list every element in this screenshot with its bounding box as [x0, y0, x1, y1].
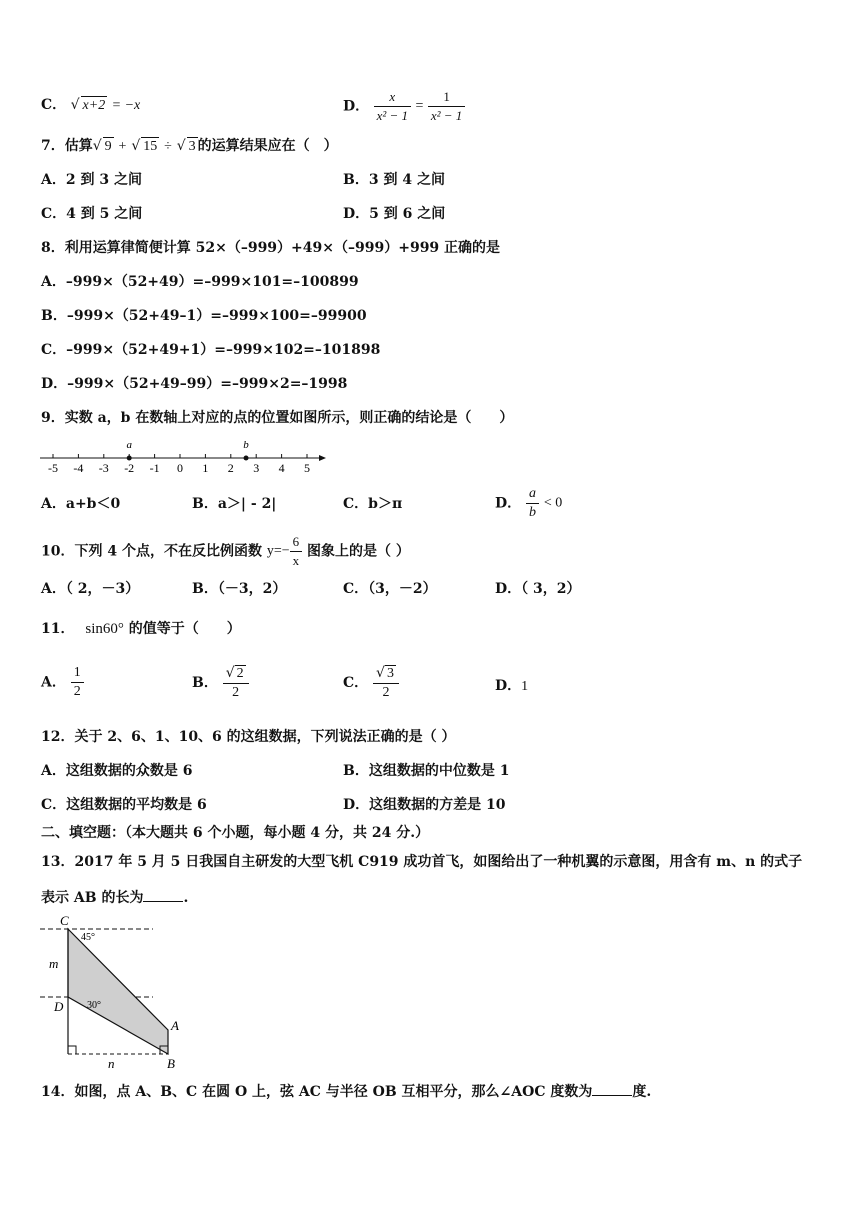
label-B: B — [167, 1056, 175, 1071]
question-13-line2: 表示 AB 的长为 . — [41, 887, 188, 907]
radicand: x+2 — [82, 98, 106, 113]
q12-option-b: B．这组数据的中位数是 1 — [343, 763, 510, 779]
axis-tick-label: 3 — [253, 461, 260, 475]
axis-tick-label: 5 — [304, 461, 310, 475]
q9-option-d: D． $\frac{a}{b}$ < 0 — [495, 486, 563, 520]
point-a-label: a — [126, 439, 132, 451]
q10-option-c: C．（3，－2） — [343, 581, 437, 597]
rhs-expression: = −x — [111, 98, 141, 113]
label-A: A — [171, 1018, 179, 1033]
question-10-stem: 10．下列 4 个点，不在反比例函数 y=− $\frac{6}{x}$ 图象上的是（ ） — [41, 534, 410, 568]
equals-sign: = — [415, 98, 424, 114]
axis-tick-label: -3 — [98, 461, 109, 475]
point-b — [244, 456, 249, 461]
q12-option-d: D．这组数据的方差是 10 — [343, 797, 506, 813]
q11-option-d: D．1 — [495, 678, 529, 694]
numerator: 1 — [428, 88, 465, 107]
answer-blank — [592, 1081, 632, 1096]
q11-option-a: A． $\frac{1}{2}$ — [41, 664, 84, 701]
axis-tick-label: 4 — [278, 461, 285, 475]
q7-option-d: D．5 到 6 之间 — [343, 206, 446, 222]
section-heading: 二、填空题：（本大题共 6 个小题，每小题 4 分，共 24 分.） — [41, 825, 430, 841]
q8-option-b: B．–999×（52+49–1）=–999×100=–99900 — [41, 308, 367, 324]
option-label: D． — [343, 98, 370, 115]
q11-option-b: B． $\frac{√ 2}{2}$ — [192, 664, 249, 702]
sin-expression: sin60° — [85, 621, 124, 637]
axis-tick-label: -5 — [48, 461, 58, 475]
q9-option-c: C．b＞π — [343, 496, 403, 512]
operator: ÷ — [164, 139, 172, 154]
radical-sign: √ — [70, 97, 80, 113]
wing-diagram — [38, 912, 198, 1072]
axis-tick-label: -1 — [149, 461, 160, 475]
point-b-label: b — [243, 439, 249, 451]
q6-option-c — [41, 96, 140, 115]
q7-option-b: B．3 到 4 之间 — [343, 172, 445, 188]
label-m: m — [49, 956, 59, 971]
q10-option-d: D．（ 3，2） — [495, 581, 581, 597]
numerator: x — [374, 88, 411, 107]
label-D: D — [54, 999, 64, 1014]
denominator: x² − 1 — [376, 108, 409, 123]
q10-option-b: B．（－3，2） — [192, 581, 287, 597]
q7-option-a: A．2 到 3 之间 — [41, 172, 142, 188]
question-prefix: 7．估算 — [41, 138, 93, 154]
q10-option-a: A．（ 2，－3） — [41, 581, 140, 597]
q6-option-d — [343, 88, 465, 125]
q12-option-c: C．这组数据的平均数是 6 — [41, 797, 207, 813]
label-n: n — [108, 1056, 115, 1071]
q8-option-d: D．–999×（52+49–99）=–999×2=–1998 — [41, 376, 348, 392]
wing-shape — [68, 929, 168, 1054]
radicand: 3 — [188, 139, 196, 154]
q9-option-b: B．a＞| - 2| — [192, 496, 277, 512]
fraction-a-over-b: $\frac{a}{b}$ — [526, 485, 539, 522]
axis-tick-label: -2 — [124, 461, 135, 475]
fraction-right — [428, 88, 465, 125]
fraction-6-over-x: $\frac{6}{x}$ — [290, 533, 303, 570]
question-11-stem: 11． sin60° 的值等于（ ） — [41, 621, 241, 637]
axis-tick-label: 0 — [177, 461, 183, 475]
answer-blank — [143, 887, 183, 902]
point-a — [127, 456, 132, 461]
q11-option-c: C． $\frac{√ 3}{2}$ — [343, 664, 399, 702]
denominator: x² − 1 — [430, 108, 463, 123]
axis-tick-label: -4 — [73, 461, 84, 475]
question-13-line1: 13．2017 年 5 月 5 日我国自主研发的大型飞机 C919 成功首飞，如图给出了一种机翼的示意图，用含有 m、n 的式子 — [41, 854, 803, 870]
radicand: 9 — [104, 139, 112, 154]
label-C: C — [60, 913, 69, 928]
q7-option-c: C．4 到 5 之间 — [41, 206, 143, 222]
angle-45: 45° — [81, 932, 95, 943]
q8-option-c: C．–999×（52+49+1）=–999×102=–101898 — [41, 342, 381, 358]
q9-option-a: A．a+b＜0 — [41, 496, 121, 512]
angle-30: 30° — [87, 1000, 101, 1011]
q12-option-a: A．这组数据的众数是 6 — [41, 763, 193, 779]
radicand: 15 — [143, 139, 158, 154]
fraction-left — [374, 88, 411, 125]
question-7-stem: 7．估算√ 9 + √ 15 ÷ √ 3 的运算结果应在（ ） — [41, 138, 338, 154]
axis-tick-label: 2 — [227, 461, 234, 475]
question-12-stem: 12．关于 2、6、1、10、6 的这组数据，下列说法正确的是（ ） — [41, 729, 456, 745]
question-9-stem: 9．实数 a，b 在数轴上对应的点的位置如图所示，则正确的结论是（ ） — [41, 410, 514, 426]
q8-option-a: A．–999×（52+49）=–999×101=–100899 — [41, 274, 359, 290]
question-8-stem: 8．利用运算律简便计算 52×（–999）+49×（–999）+999 正确的是 — [41, 240, 501, 256]
question-14-stem: 14．如图，点 A、B、C 在圆 O 上，弦 AC 与半径 OB 互相平分，那么∠AOC 度数为 度. — [41, 1081, 651, 1101]
question-suffix: 的运算结果应在（ ） — [197, 138, 338, 154]
axis-tick-label: 1 — [202, 461, 209, 475]
option-label: C． — [41, 97, 67, 113]
operator: + — [118, 139, 127, 154]
number-line-figure — [38, 437, 328, 477]
